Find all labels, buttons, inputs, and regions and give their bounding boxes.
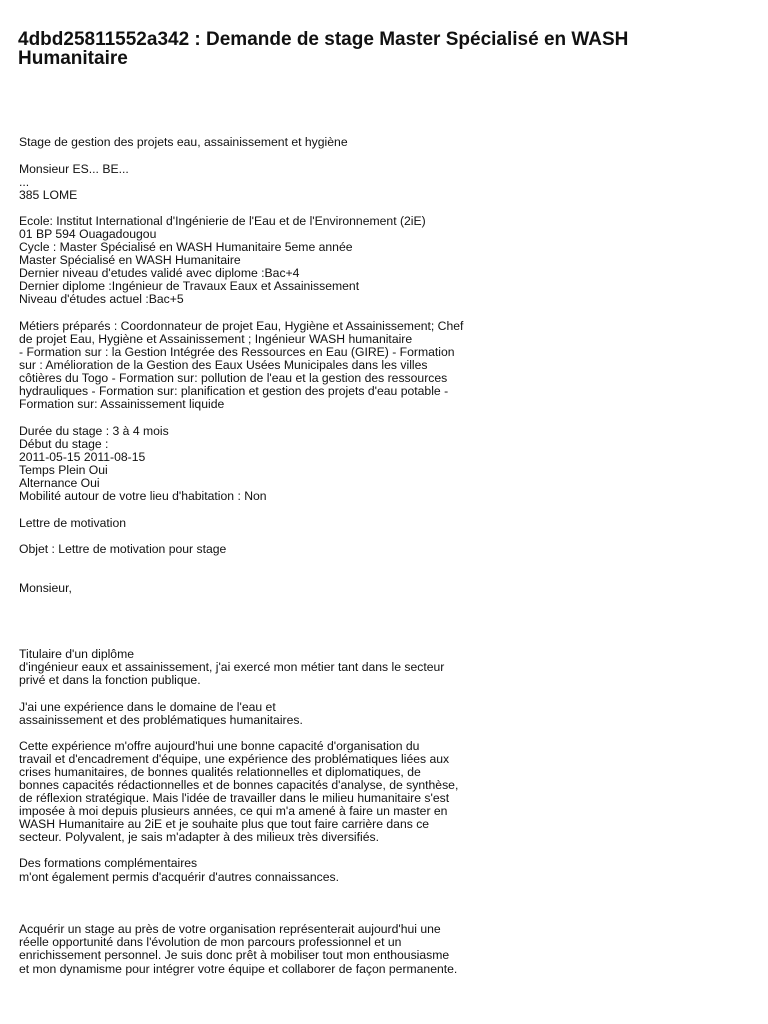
body-line: Cycle : Master Spécialisé en WASH Humanitaire 5eme année bbox=[19, 240, 353, 254]
body-line: réelle opportunité dans l'évolution de mon parcours professionnel et un bbox=[19, 935, 402, 949]
body-line: Métiers préparés : Coordonnateur de projet Eau, Hygiène et Assainissement; Chef bbox=[19, 319, 464, 333]
body-line: Alternance Oui bbox=[19, 476, 100, 490]
body-line: J'ai une expérience dans le domaine de l'eau et bbox=[19, 700, 276, 714]
body-line: côtières du Togo - Formation sur: pollution de l'eau et la gestion des ressources bbox=[19, 371, 448, 385]
body-line: m'ont également permis d'acquérir d'autres connaissances. bbox=[19, 870, 339, 884]
body-line: enrichissement personnel. Je suis donc prêt à mobiliser tout mon enthousiasme bbox=[19, 948, 450, 962]
body-line: Master Spécialisé en WASH Humanitaire bbox=[19, 253, 241, 267]
body-line: Lettre de motivation bbox=[19, 516, 127, 530]
body-line: Monsieur ES... BE... bbox=[19, 162, 129, 176]
body-line: Dernier niveau d'etudes validé avec diplome :Bac+4 bbox=[19, 266, 300, 280]
document-title: 4dbd25811552a342 : Demande de stage Master Spécialisé en WASH Humanitaire bbox=[18, 29, 629, 69]
body-line: 385 LOME bbox=[19, 188, 78, 202]
body-line: 2011-05-15 2011-08-15 bbox=[19, 450, 146, 464]
body-line: Titulaire d'un diplôme bbox=[19, 647, 135, 661]
body-line: Début du stage : bbox=[19, 437, 109, 451]
body-line: assainissement et des problématiques humanitaires. bbox=[19, 713, 303, 727]
body-line: Temps Plein Oui bbox=[19, 463, 108, 477]
body-line: 01 BP 594 Ouagadougou bbox=[19, 227, 157, 241]
body-line: crises humanitaires, de bonnes qualités relationnelles et diplomatiques, de bbox=[19, 765, 421, 779]
body-line: imposée à moi depuis plusieurs années, ce qui m'a amené à faire un master en bbox=[19, 804, 448, 818]
body-line: secteur. Polyvalent, je sais m'adapter à des milieux très diversifiés. bbox=[19, 830, 379, 844]
body-line: sur : Amélioration de la Gestion des Eaux Usées Municipales dans les villes bbox=[19, 358, 428, 372]
body-line: Monsieur, bbox=[19, 581, 72, 595]
body-line: Acquérir un stage au près de votre organisation représenterait aujourd'hui une bbox=[19, 922, 441, 936]
body-line: Mobilité autour de votre lieu d'habitation : Non bbox=[19, 489, 267, 503]
body-line: ... bbox=[19, 175, 30, 189]
body-line: de projet Eau, Hygiène et Assainissement ; Ingénieur WASH humanitaire bbox=[19, 332, 413, 346]
body-line: d'ingénieur eaux et assainissement, j'ai exercé mon métier tant dans le secteur bbox=[19, 660, 445, 674]
body-line: Cette expérience m'offre aujourd'hui une bonne capacité d'organisation du bbox=[19, 739, 420, 753]
body-line: Formation sur: Assainissement liquide bbox=[19, 397, 225, 411]
body-line: Durée du stage : 3 à 4 mois bbox=[19, 424, 169, 438]
body-line: hydrauliques - Formation sur: planification et gestion des projets d'eau potable - bbox=[19, 384, 449, 398]
body-line: bonnes capacités rédactionnelles et de bonnes capacités d'analyse, de synthèse, bbox=[19, 778, 459, 792]
body-line: de réflexion stratégique. Mais l'idée de travailler dans le milieu humanitaire s'est bbox=[19, 791, 450, 805]
body-line: et mon dynamisme pour intégrer votre équipe et collaborer de façon permanente. bbox=[19, 962, 458, 976]
body-line: Objet : Lettre de motivation pour stage bbox=[19, 542, 227, 556]
body-line: travail et d'encadrement d'équipe, une expérience des problématiques liées aux bbox=[19, 752, 450, 766]
body-line: privé et dans la fonction publique. bbox=[19, 673, 201, 687]
body-line: WASH Humanitaire au 2iE et je souhaite plus que tout faire carrière dans ce bbox=[19, 817, 430, 831]
body-line: - Formation sur : la Gestion Intégrée des Ressources en Eau (GIRE) - Formation bbox=[19, 345, 455, 359]
body-line: Niveau d'études actuel :Bac+5 bbox=[19, 292, 184, 306]
body-line: Des formations complémentaires bbox=[19, 856, 198, 870]
body-line: Ecole: Institut International d'Ingénierie de l'Eau et de l'Environnement (2iE) bbox=[19, 214, 426, 228]
body-line: Stage de gestion des projets eau, assainissement et hygiène bbox=[19, 135, 348, 149]
body-line: Dernier diplome :Ingénieur de Travaux Eaux et Assainissement bbox=[19, 279, 360, 293]
